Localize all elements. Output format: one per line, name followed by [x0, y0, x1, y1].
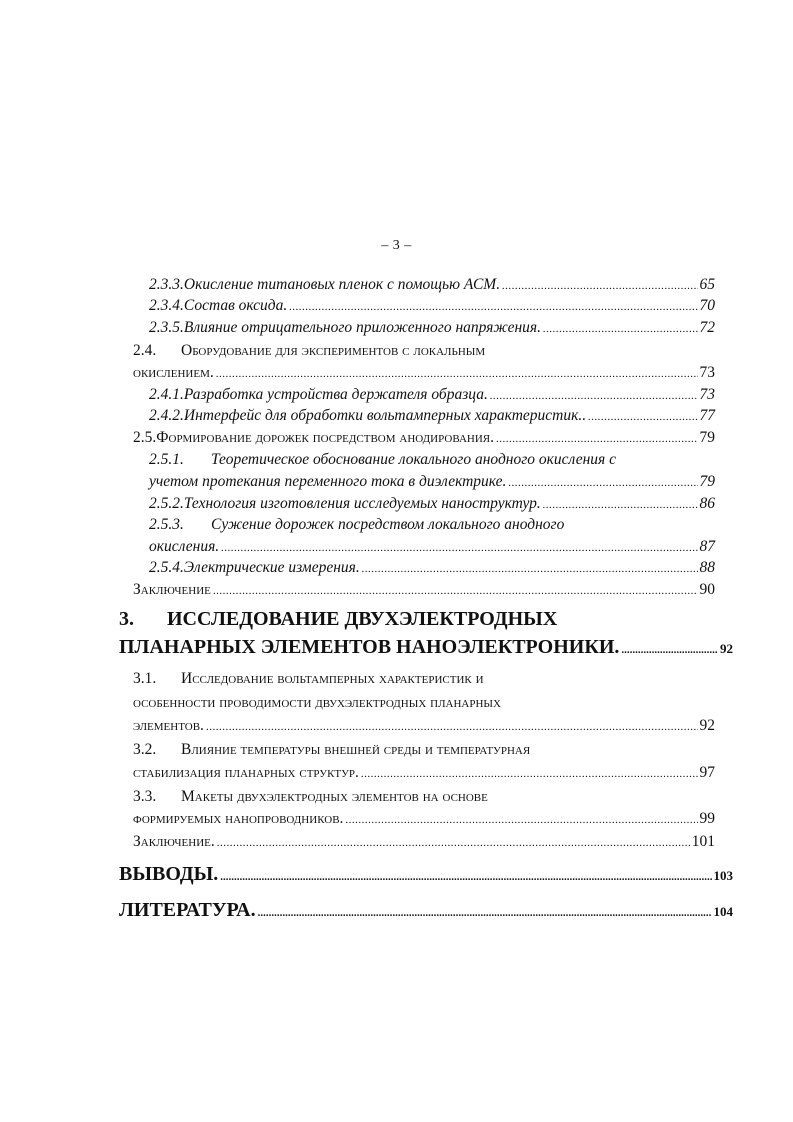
toc-title: ВЫВОДЫ. [119, 863, 219, 885]
toc-title: окислением. [133, 364, 214, 381]
toc-page: 79 [699, 429, 715, 446]
toc-title: формируемых нанопроводников. [133, 810, 344, 827]
toc-entry-literature[interactable] [119, 898, 733, 925]
toc-entry-3-2[interactable] [133, 740, 530, 760]
toc-page: 87 [699, 538, 715, 555]
toc-entry-2-4[interactable] [133, 341, 485, 361]
dot-leader [217, 833, 690, 853]
toc-title: стабилизация планарных структур. [133, 764, 359, 781]
toc-title: учетом протекания переменного тока в диэлектрике. [149, 473, 507, 490]
toc-number: 2.5.3. [149, 516, 184, 533]
dot-leader [490, 386, 698, 406]
toc-title: Окисление титановых пленок с помощью АСМ. [183, 276, 501, 293]
toc-entry-2-5[interactable] [133, 428, 715, 449]
toc-title: Разработка устройства держателя образца. [183, 386, 488, 403]
toc-entry-2-5-1-continuation[interactable] [149, 472, 715, 493]
dot-leader [496, 429, 697, 449]
toc-title: Исследование вольтамперных характеристик и [181, 670, 484, 687]
toc-entry-chapter-3-conclusion[interactable] [133, 832, 715, 853]
toc-number: 3.1. [133, 670, 157, 687]
toc-title: Состав оксида. [183, 297, 288, 314]
toc-page: 77 [699, 407, 715, 424]
toc-page: 70 [699, 297, 715, 314]
toc-page: 65 [699, 276, 715, 293]
toc-number: 2.4.1. [149, 386, 184, 403]
dot-leader [502, 276, 697, 296]
dot-leader [221, 538, 697, 558]
toc-entry-3-1-continuation-2[interactable] [133, 716, 715, 737]
toc-number: 3. [119, 608, 134, 630]
toc-entry-3-3-continuation[interactable] [133, 809, 715, 830]
toc-title: Технология изготовления исследуемых наноструктур. [183, 495, 541, 512]
toc-entry-3-1-continuation[interactable] [133, 693, 501, 713]
toc-entry-2-4-2[interactable] [149, 406, 715, 427]
toc-title: Интерфейс для обработки вольтамперных характеристик.. [183, 407, 587, 424]
toc-number: 2.5.1. [149, 451, 184, 468]
toc-page: 79 [699, 473, 715, 490]
toc-number: 2.4. [133, 342, 157, 359]
dot-leader [543, 495, 698, 515]
toc-page: 72 [699, 319, 715, 336]
toc-entry-conclusions[interactable] [119, 862, 733, 889]
dot-leader [362, 559, 698, 579]
dot-leader [206, 717, 698, 737]
dot-leader [220, 865, 711, 889]
toc-title: ЛИТЕРАТУРА. [119, 899, 256, 921]
toc-number: 2.3.4. [149, 297, 184, 314]
toc-title: элементов. [133, 717, 204, 734]
toc-page: 103 [713, 868, 733, 883]
toc-entry-2-3-5[interactable] [149, 318, 715, 339]
toc-entry-2-4-continuation[interactable] [133, 363, 715, 384]
toc-title: Заключение [133, 581, 211, 598]
toc-page: 99 [699, 810, 715, 827]
toc-page: 101 [691, 833, 715, 850]
dot-leader [543, 319, 697, 339]
toc-entry-chapter-3[interactable] [119, 607, 557, 631]
toc-number: 2.4.2. [149, 407, 184, 424]
toc-page: 88 [699, 559, 715, 576]
toc-title: ИССЛЕДОВАНИЕ ДВУХЭЛЕКТРОДНЫХ [167, 608, 558, 630]
toc-title: Электрические измерения. [183, 559, 360, 576]
toc-number: 2.5. [133, 429, 157, 446]
toc-title: Макеты двухэлектродных элементов на основе [181, 788, 488, 805]
dot-leader [258, 901, 712, 925]
toc-entry-chapter-3-continuation[interactable] [119, 635, 733, 662]
dot-leader [361, 764, 698, 784]
toc-title: Оборудование для экспериментов с локальным [181, 342, 486, 359]
toc-title: окисления. [149, 538, 220, 555]
toc-number: 2.5.2. [149, 495, 184, 512]
toc-entry-2-5-2[interactable] [149, 494, 715, 515]
toc-number: 3.3. [133, 788, 157, 805]
toc-entry-2-5-1[interactable] [149, 450, 616, 470]
toc-page: 92 [720, 641, 733, 656]
toc-title: ПЛАНАРНЫХ ЭЛЕМЕНТОВ НАНОЭЛЕКТРОНИКИ. [119, 636, 620, 658]
toc-page: 86 [699, 495, 715, 512]
toc-entry-2-3-3[interactable] [149, 275, 715, 296]
toc-entry-chapter-2-conclusion[interactable] [133, 580, 715, 601]
toc-page: 90 [699, 581, 715, 598]
toc-page: 104 [713, 904, 733, 919]
toc-entry-3-2-continuation[interactable] [133, 763, 715, 784]
dot-leader [289, 297, 697, 317]
toc-number: 2.3.5. [149, 319, 184, 336]
dot-leader [345, 810, 697, 830]
toc-number: 2.3.3. [149, 276, 184, 293]
toc-entry-2-4-1[interactable] [149, 385, 715, 406]
toc-entry-2-5-3[interactable] [149, 515, 564, 535]
toc-entry-2-5-4[interactable] [149, 558, 715, 579]
toc-title: Влияние температуры внешней среды и температурная [181, 741, 531, 758]
dot-leader [213, 581, 698, 601]
toc-entry-3-1[interactable] [133, 669, 484, 689]
toc-number: 2.5.4. [149, 559, 184, 576]
toc-title: Заключение. [133, 833, 215, 850]
toc-entry-2-3-4[interactable] [149, 296, 715, 317]
toc-title: Теоретическое обоснование локального анодного окисления с [211, 451, 616, 468]
toc-title: особенности проводимости двухэлектродных планарных [133, 694, 501, 711]
toc-entry-2-5-3-continuation[interactable] [149, 537, 715, 558]
toc-page: 92 [699, 717, 715, 734]
toc-title: Формирование дорожек посредством анодирования. [156, 429, 495, 446]
toc-entry-3-3[interactable] [133, 787, 488, 807]
toc-page: 73 [699, 364, 715, 381]
toc-page: 97 [699, 764, 715, 781]
toc-title: Влияние отрицательного приложенного напряжения. [183, 319, 542, 336]
toc-title: Сужение дорожек посредством локального анодного [211, 516, 565, 533]
dot-leader [621, 638, 718, 662]
toc-page: 73 [699, 386, 715, 403]
toc-number: 3.2. [133, 741, 157, 758]
dot-leader [216, 364, 698, 384]
dot-leader [588, 407, 697, 427]
dot-leader [508, 473, 697, 493]
page-number: – 3 – [381, 238, 412, 253]
